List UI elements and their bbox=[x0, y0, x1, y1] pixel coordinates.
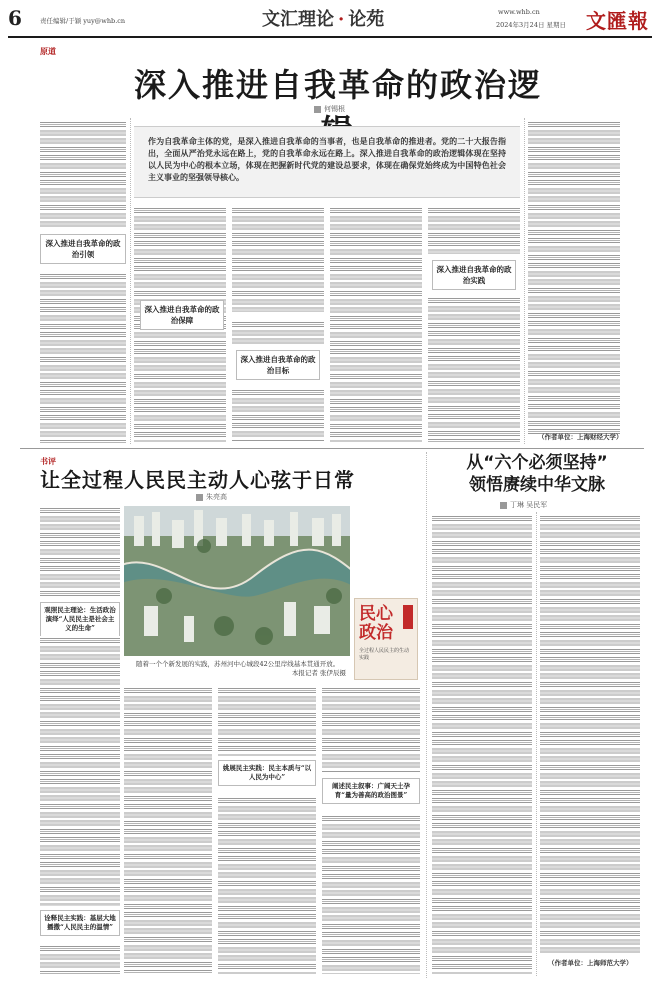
photo-caption bbox=[136, 660, 346, 678]
river-city-illustration bbox=[124, 506, 350, 656]
book-subtitle: 全过程人民民主的生动实践 bbox=[359, 648, 410, 661]
subhead-a2-4: 诠释民主实践：基层大地播撒“人民民主的温情” bbox=[40, 910, 120, 936]
building bbox=[152, 512, 160, 546]
article1-col3-end bbox=[232, 388, 324, 442]
page-header bbox=[0, 0, 660, 38]
article3-col2 bbox=[540, 514, 640, 954]
kicker-yuandao: 原道 bbox=[40, 46, 56, 56]
byline-article1 bbox=[314, 104, 345, 114]
article2-col4-top bbox=[322, 686, 420, 772]
building bbox=[134, 516, 144, 546]
author-name: 丁琳 吴民军 bbox=[510, 501, 548, 509]
book-cover bbox=[354, 598, 418, 680]
article3-signature: （作者单位：上海师范大学） bbox=[548, 959, 633, 967]
building bbox=[144, 606, 158, 636]
building bbox=[264, 520, 274, 546]
editors-line: 责任编辑/于颖 yuy@whb.cn bbox=[40, 17, 126, 25]
building bbox=[312, 518, 324, 546]
col-rule bbox=[426, 452, 427, 978]
author-name: 朱亮高 bbox=[206, 493, 227, 501]
article1-col6 bbox=[528, 120, 620, 436]
building bbox=[284, 602, 296, 636]
byline-article3 bbox=[500, 500, 547, 510]
col-rule bbox=[524, 118, 525, 444]
article1-signature: （作者单位：上海财经大学） bbox=[538, 433, 623, 441]
building bbox=[216, 518, 227, 546]
tree bbox=[255, 627, 273, 645]
article1-col5-bottom bbox=[428, 296, 520, 442]
building bbox=[290, 512, 298, 546]
page-number: 6 bbox=[8, 6, 22, 30]
headline-article2: 让全过程人民民主动人心弦于日常 bbox=[40, 468, 355, 492]
pen-icon bbox=[196, 494, 203, 501]
tree bbox=[326, 588, 342, 604]
article2-col1-top bbox=[40, 506, 120, 598]
tree bbox=[214, 616, 234, 636]
article1-col1-bottom bbox=[40, 272, 126, 444]
headline-line1: 从“六个必须坚持” bbox=[466, 453, 608, 473]
subhead-2: 深入推进自我革命的政治保障 bbox=[140, 300, 224, 330]
headline-article3 bbox=[432, 452, 642, 496]
subsection-name: 论苑 bbox=[348, 9, 385, 30]
building bbox=[332, 514, 341, 546]
site-url: www.whb.cn bbox=[498, 8, 540, 16]
article1-col4 bbox=[330, 206, 422, 442]
caption-text: 随着一个个新发展的实践，苏州河中心城段42公里岸线基本贯通开放。 bbox=[136, 660, 340, 668]
subhead-a2-3: 阐述民主叙事：广阔天土孕育“量为善高的政治图景” bbox=[322, 778, 420, 804]
subhead-3: 深入推进自我革命的政治目标 bbox=[236, 350, 320, 380]
article2-col1-bottom bbox=[40, 636, 120, 906]
abstract-text: 作为自我革命主体的党，是深入推进自我革命的当事者，也是自我革命的推进者。党的二十大报告指出，全面从严治党永远在路上，党的自我革命永远在路上。深入推进自我革命的政治逻辑体现在坚持以人民为中心的根本立场，体现在把握新时代党的建设总要求，体现在确保党始终成为中国特色社会主义事业的坚强领导核心。 bbox=[148, 136, 506, 182]
pen-icon bbox=[314, 106, 321, 113]
subhead-a2-1: 观照民主理论：生活政治演绎“人民民主是社会主义的生命” bbox=[40, 602, 120, 637]
article3-col1 bbox=[432, 514, 532, 974]
section-title: 文汇理论 · 论苑 bbox=[262, 9, 385, 30]
aerial-photo bbox=[124, 506, 350, 656]
article1-col3-top bbox=[232, 206, 324, 312]
book-title: 民心政治 bbox=[359, 604, 393, 643]
subhead-a2-2: 姚展民主实践：民主本质与“以人民为中心” bbox=[218, 760, 316, 786]
pen-icon bbox=[500, 502, 507, 509]
col-rule bbox=[130, 118, 131, 444]
headline-article1: 深入推进自我革命的政治逻 bbox=[133, 66, 542, 104]
section-divider bbox=[20, 448, 644, 449]
article1-col1-top bbox=[40, 120, 126, 228]
article2-col3-bottom bbox=[218, 796, 316, 974]
kicker-shuping: 书评 bbox=[40, 456, 56, 466]
abstract-box bbox=[134, 126, 520, 198]
byline-article2 bbox=[196, 492, 227, 502]
section-name: 文汇理论 bbox=[262, 9, 334, 30]
subhead-1: 深入推进自我革命的政治引领 bbox=[40, 234, 126, 264]
article2-col2 bbox=[124, 686, 212, 974]
subhead-4: 深入推进自我革命的政治实践 bbox=[432, 260, 516, 290]
building bbox=[172, 520, 184, 548]
col-rule bbox=[536, 512, 537, 976]
book-icon bbox=[403, 605, 413, 629]
headline-line2: 领悟赓续中华文脉 bbox=[469, 475, 605, 495]
caption-credit: 本报记者 张伊辰摄 bbox=[291, 669, 346, 677]
tree bbox=[156, 588, 172, 604]
article2-col3-top bbox=[218, 686, 316, 756]
building bbox=[184, 616, 194, 642]
author-name: 何锡根 bbox=[324, 105, 345, 113]
tree bbox=[197, 539, 211, 553]
header-rule bbox=[8, 36, 652, 38]
building bbox=[242, 514, 251, 546]
article2-col4-bottom bbox=[322, 814, 420, 974]
article1-col5-top bbox=[428, 206, 520, 254]
building bbox=[314, 606, 330, 634]
issue-date: 2024年3月24日 星期日 bbox=[496, 21, 567, 29]
masthead-logo: 文匯報 bbox=[586, 9, 649, 33]
article2-col1-end bbox=[40, 944, 120, 974]
article1-col3-bottom bbox=[232, 320, 324, 346]
